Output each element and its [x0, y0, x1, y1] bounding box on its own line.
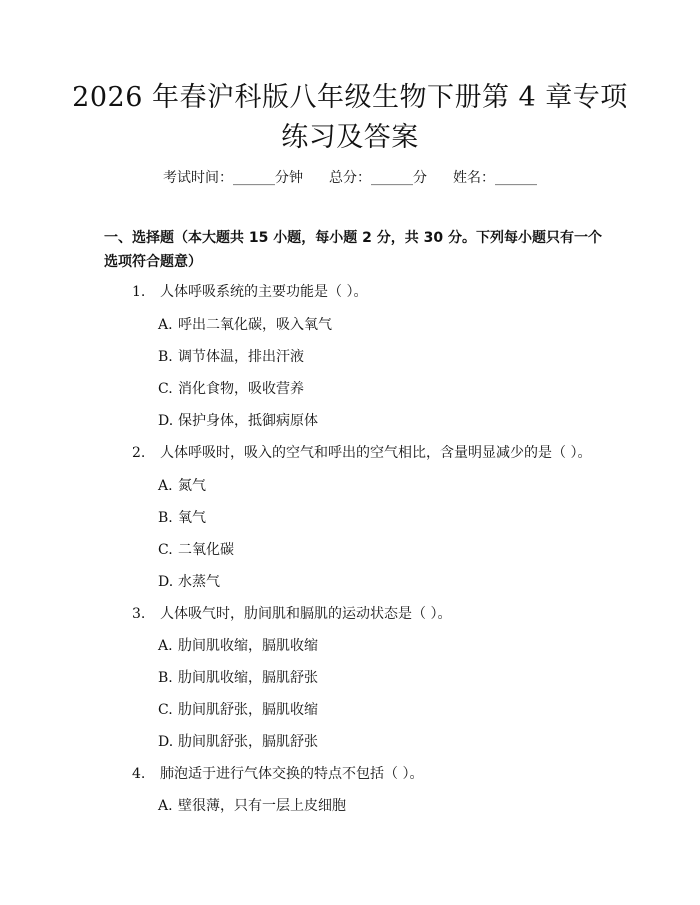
- option-letter: D.: [158, 413, 174, 429]
- exam-time-field: 考试时间：______分钟: [163, 170, 303, 186]
- question-2-option-a: [158, 476, 206, 496]
- option-letter: B.: [158, 670, 173, 686]
- option-letter: A.: [158, 638, 173, 654]
- option-letter: B.: [158, 349, 173, 365]
- question-4-option-a: [158, 796, 346, 816]
- question-text: 人体呼吸时，吸入的空气和呼出的空气相比，含量明显减少的是（ ）。: [160, 445, 592, 461]
- option-text: 消化食物，吸收营养: [178, 381, 304, 397]
- question-text: 肺泡适于进行气体交换的特点不包括（ ）。: [160, 766, 424, 782]
- option-text: 肋间肌收缩，膈肌舒张: [178, 670, 318, 686]
- document-title-line-2: 练习及答案: [281, 122, 419, 153]
- question-text: 人体呼吸系统的主要功能是（ ）。: [160, 284, 368, 300]
- question-1-option-c: [158, 379, 304, 399]
- option-text: 氧气: [178, 510, 206, 526]
- option-text: 壁很薄，只有一层上皮细胞: [178, 798, 346, 814]
- option-letter: A.: [158, 478, 173, 494]
- total-score-field: 总分：______分: [329, 170, 427, 186]
- option-letter: A.: [158, 798, 173, 814]
- exam-info-row: [0, 168, 700, 188]
- question-1-option-d: [158, 411, 318, 431]
- question-4-stem: [132, 764, 423, 784]
- option-letter: C.: [158, 542, 173, 558]
- name-field: 姓名：______: [453, 170, 537, 186]
- option-letter: D.: [158, 734, 174, 750]
- document-title-line-1: 2026 年春沪科版八年级生物下册第 4 章专项: [72, 82, 628, 113]
- question-1-option-a: [158, 315, 332, 335]
- question-2-option-b: [158, 508, 206, 528]
- option-text: 呼出二氧化碳，吸入氧气: [178, 317, 332, 333]
- question-2-stem: [132, 443, 591, 463]
- option-text: 保护身体，抵御病原体: [178, 413, 318, 429]
- option-text: 调节体温，排出汗液: [178, 349, 304, 365]
- option-letter: A.: [158, 317, 173, 333]
- question-3-option-a: [158, 636, 318, 656]
- question-1-option-b: [158, 347, 304, 367]
- question-2-option-d: [158, 572, 220, 592]
- question-number: 2.: [132, 445, 146, 461]
- option-text: 肋间肌舒张，膈肌收缩: [178, 702, 318, 718]
- option-text: 二氧化碳: [178, 542, 234, 558]
- option-letter: D.: [158, 574, 174, 590]
- option-text: 肋间肌舒张，膈肌舒张: [178, 734, 318, 750]
- question-number: 1.: [132, 284, 146, 300]
- option-text: 氮气: [178, 478, 206, 494]
- question-number: 3.: [132, 606, 146, 622]
- question-3-stem: [132, 604, 451, 624]
- option-text: 肋间肌收缩，膈肌收缩: [178, 638, 318, 654]
- option-text: 水蒸气: [178, 574, 220, 590]
- question-3-option-d: [158, 732, 318, 752]
- section-heading: 一、选择题（本大题共 15 小题，每小题 2 分，共 30 分。下列每小题只有一个选项符合题意）: [104, 230, 602, 270]
- option-letter: C.: [158, 381, 173, 397]
- question-3-option-b: [158, 668, 318, 688]
- question-3-option-c: [158, 700, 318, 720]
- option-letter: B.: [158, 510, 173, 526]
- option-letter: C.: [158, 702, 173, 718]
- question-2-option-c: [158, 540, 234, 560]
- question-1-stem: [132, 282, 367, 302]
- question-number: 4.: [132, 766, 146, 782]
- question-text: 人体吸气时，肋间肌和膈肌的运动状态是（ ）。: [160, 606, 452, 622]
